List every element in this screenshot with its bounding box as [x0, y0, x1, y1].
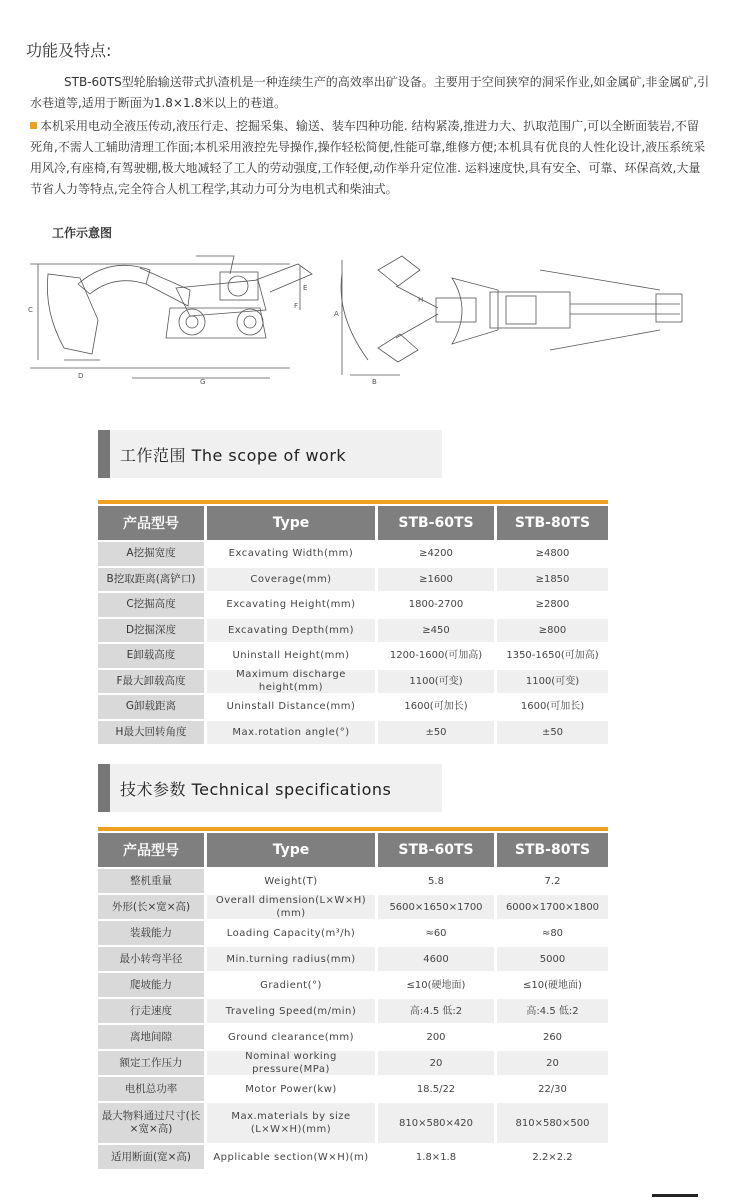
table-cell: 电机总功率 [98, 1077, 204, 1101]
table-cell: Max.materials by size (L×W×H)(mm) [207, 1103, 375, 1143]
table-cell: 高:4.5 低:2 [378, 999, 494, 1023]
table-cell: 最大物料通过尺寸(长×宽×高) [98, 1103, 204, 1143]
table-cell: 1600(可加长) [404, 701, 468, 713]
table-cell: Uninstall Distance(mm) [226, 701, 356, 713]
table-cell: Maximum discharge height(mm) [207, 670, 375, 694]
table-cell: 额定工作压力 [98, 1051, 204, 1075]
table-cell: 行走速度 [98, 999, 204, 1023]
table-cell: D挖掘深度 [98, 619, 204, 643]
table-row [98, 895, 608, 919]
dim-label-h: H [418, 296, 424, 304]
side-view-drawing [30, 256, 312, 378]
table-header-cell: 产品型号 [98, 833, 204, 867]
dim-label-f: F [294, 302, 299, 310]
table-cell: 6000×1700×1800 [497, 895, 608, 919]
table-cell: ≈60 [425, 927, 447, 939]
table-cell: Traveling Speed(m/min) [207, 999, 375, 1023]
table-header-row [98, 833, 608, 867]
table-header-cell: STB-80TS [497, 506, 608, 540]
table-row [98, 568, 608, 592]
table-cell: 1100(可变) [378, 670, 494, 694]
table-cell: Weight(T) [264, 875, 318, 887]
table-cell: 7.2 [544, 875, 561, 887]
table-header-cell: Type [207, 506, 375, 540]
plan-view-drawing [341, 256, 682, 375]
tech-heading [98, 764, 442, 812]
table-cell: 高:4.5 低:2 [497, 999, 608, 1023]
table-cell: 260 [542, 1031, 563, 1043]
table-cell: 1600(可加长) [520, 701, 585, 713]
table-cell: ±50 [378, 721, 494, 745]
table-cell: 整机重量 [98, 869, 204, 893]
diagram-title: 工作示意图 [52, 226, 113, 240]
table-cell: 1100(可变) [497, 670, 608, 694]
dim-label-c: C [28, 306, 33, 314]
table-cell: 爬坡能力 [98, 973, 204, 997]
table-header-cell: 产品型号 [98, 506, 204, 540]
tech-heading-text: 技术参数 Technical specifications [120, 780, 392, 799]
table-cell: 适用断面(宽×高) [98, 1145, 204, 1169]
dim-label-d: D [78, 372, 84, 380]
table-cell: ≤10(硬地面) [523, 979, 582, 991]
table-cell: 1200-1600(可加高) [389, 650, 483, 662]
table-cell: Gradient(°) [260, 979, 322, 991]
table-cell: Overall dimension(L×W×H)(mm) [207, 895, 375, 919]
table-accent-line [98, 827, 608, 831]
machine-diagram [20, 250, 710, 385]
table-row [98, 869, 608, 893]
table-cell: 5000 [497, 947, 608, 971]
table-cell: ≈80 [541, 927, 564, 939]
tech-table [98, 827, 608, 1169]
table-cell: ≥1600 [378, 568, 494, 592]
table-row [98, 619, 608, 643]
table-header-cell: Type [207, 833, 375, 867]
table-cell: Nominal working pressure(MPa) [207, 1051, 375, 1075]
bullet-icon [30, 122, 37, 129]
table-cell: ≥800 [497, 619, 608, 643]
features-title: 功能及特点: [26, 41, 112, 60]
table-row [98, 973, 608, 997]
table-row [98, 593, 608, 617]
scope-heading-text: 工作范围 The scope of work [120, 446, 347, 465]
table-cell: ≥4800 [535, 548, 570, 560]
table-cell: A挖掘宽度 [98, 542, 204, 566]
table-accent-line [98, 500, 608, 504]
table-row [98, 999, 608, 1023]
table-header-row [98, 506, 608, 540]
table-cell: H最大回转角度 [98, 721, 204, 745]
features-intro: STB-60TS型轮胎输送带式扒渣机是一种连续生产的高效率出矿设备。主要用于空间狭窄的洞采作业,如金属矿,非金属矿,引水巷道等,适用于断面为1.8×1.8米以上的巷道。 [30, 75, 710, 110]
table-header-cell: STB-80TS [497, 833, 608, 867]
table-cell: 1800-2700 [408, 599, 464, 611]
table-cell: 2.2×2.2 [532, 1151, 573, 1163]
table-cell: 4600 [378, 947, 494, 971]
table-row [98, 1051, 608, 1075]
table-row [98, 644, 608, 668]
table-cell: Excavating Height(mm) [226, 599, 356, 611]
table-cell: 20 [497, 1051, 608, 1075]
dim-label-b: B [372, 378, 377, 385]
table-cell: Coverage(mm) [207, 568, 375, 592]
table-row [98, 1145, 608, 1169]
table-cell: 最小转弯半径 [98, 947, 204, 971]
table-cell: 外形(长×宽×高) [98, 895, 204, 919]
table-cell: Applicable section(W×H)(m) [213, 1151, 369, 1163]
dim-label-g: G [200, 378, 206, 385]
table-cell: Max.rotation angle(°) [207, 721, 375, 745]
table-row [98, 721, 608, 745]
table-cell: 1.8×1.8 [415, 1151, 457, 1163]
bottom-rule [652, 1194, 698, 1197]
table-cell: 810×580×420 [378, 1103, 494, 1143]
table-cell: 离地间隙 [98, 1025, 204, 1049]
table-row [98, 695, 608, 719]
table-cell: ±50 [497, 721, 608, 745]
table-cell: 22/30 [538, 1083, 567, 1095]
table-cell: 5.8 [428, 875, 444, 887]
features-detail-text: 本机采用电动全液压传动,液压行走、挖掘采集、输送、装车四种功能. 结构紧凑,推进力大、扒取范围广,可以全断面装岩,不留死角,不需人工辅助清理工作面;本机采用液控先导操作,操作轻松简便,性能可靠,维修方便;本机具有优良的人性化设计,液压系统采用风冷,有座椅,有驾驶棚,极大地减轻了工人的劳动强度,工作轻便,动作举升定位准. 运料速度快,具有安全、可靠、环保高效,大量节省人力等特点,完全符合人机工程学,其动力可分为电机式和柴油式。 [30, 119, 706, 196]
table-row [98, 1077, 608, 1101]
table-cell: ≥450 [378, 619, 494, 643]
table-row [98, 542, 608, 566]
table-cell: ≥1850 [497, 568, 608, 592]
table-cell: Loading Capacity(m³/h) [226, 927, 356, 939]
table-row [98, 670, 608, 694]
table-cell: Excavating Width(mm) [228, 548, 354, 560]
table-cell: Motor Power(kw) [245, 1083, 337, 1095]
features-detail [30, 116, 710, 200]
table-cell: G卸载距离 [98, 695, 204, 719]
table-header-cell: STB-60TS [378, 506, 494, 540]
table-row [98, 1103, 608, 1143]
table-cell: ≥2800 [535, 599, 570, 611]
table-cell: Min.turning radius(mm) [207, 947, 375, 971]
table-row [98, 947, 608, 971]
table-cell: B挖取距离(离铲口) [98, 568, 204, 592]
table-cell: 810×580×500 [497, 1103, 608, 1143]
table-cell: 200 [426, 1031, 446, 1043]
table-cell: Uninstall Height(mm) [232, 650, 350, 662]
scope-table [98, 500, 608, 744]
table-row [98, 921, 608, 945]
table-cell: 18.5/22 [416, 1083, 456, 1095]
table-row [98, 1025, 608, 1049]
table-cell: Ground clearance(mm) [227, 1031, 355, 1043]
table-cell: 20 [378, 1051, 494, 1075]
table-cell: 装载能力 [98, 921, 204, 945]
table-header-cell: STB-60TS [378, 833, 494, 867]
table-cell: ≥4200 [419, 548, 453, 560]
table-cell: 5600×1650×1700 [378, 895, 494, 919]
table-cell: C挖掘高度 [98, 593, 204, 617]
table-cell: 1350-1650(可加高) [506, 650, 599, 662]
dim-label-e: E [303, 284, 308, 292]
table-cell: ≤10(硬地面) [406, 979, 466, 991]
table-cell: Excavating Depth(mm) [207, 619, 375, 643]
table-cell: F最大卸载高度 [98, 670, 204, 694]
dim-label-a: A [334, 310, 339, 318]
table-cell: E卸载高度 [98, 644, 204, 668]
scope-heading [98, 430, 442, 478]
